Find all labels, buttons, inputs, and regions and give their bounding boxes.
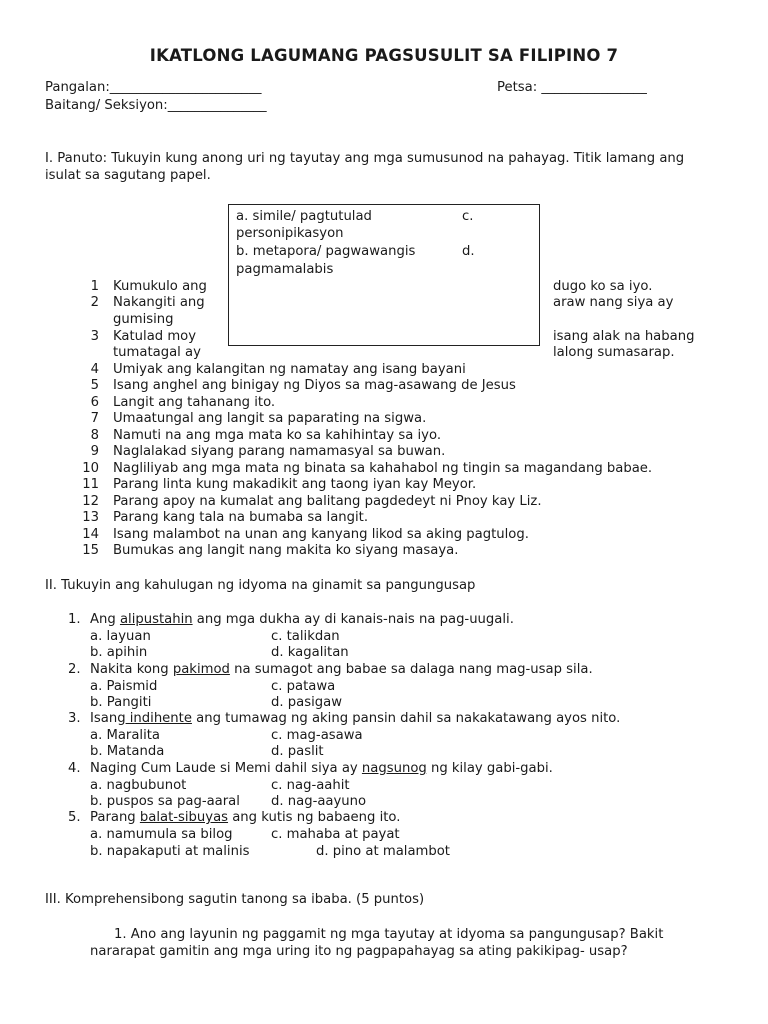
- text: Parang apoy na kumalat ang balitang pagdedeyt ni Pnoy kay Liz.: [113, 494, 542, 509]
- text: b. napakaputi at malinis: [90, 844, 250, 859]
- text: Isang anghel ang binigay ng Diyos sa mag-asawang de Jesus: [113, 378, 516, 393]
- text: na sumagot ang babae sa dalaga nang mag-usap sila.: [229, 662, 593, 677]
- text: 7: [90, 411, 99, 426]
- text: tumatagal ay: [113, 345, 201, 360]
- text: d. nag-aayuno: [271, 794, 367, 809]
- text: ang mga dukha ay di kanais-nais na pag-uugali.: [192, 612, 514, 627]
- text: Bumukas ang langit nang makita ko siyang masaya.: [113, 543, 459, 558]
- text: Kumukulo ang: [113, 279, 207, 294]
- text: isang alak na habang: [553, 329, 695, 344]
- text: Isang malambot na unan ang kanyang likod sa aking pagtulog.: [113, 527, 529, 542]
- text: 9: [90, 444, 99, 459]
- choice-d-prefix: d.: [462, 244, 475, 259]
- text: a. Maralita: [90, 728, 161, 743]
- text: Naglalakad siyang parang namamasyal sa buwan.: [113, 444, 446, 459]
- choice-d-word: pagmamalabis: [236, 262, 334, 277]
- page-title: IKATLONG LAGUMANG PAGSUSULIT SA FILIPINO 7: [149, 46, 619, 65]
- idiom-term: nagsunog: [361, 761, 427, 776]
- text: Langit ang tahanang ito.: [113, 395, 276, 410]
- text: 8: [90, 428, 99, 443]
- text: c. talikdan: [271, 629, 340, 644]
- text: c. mag-asawa: [271, 728, 363, 743]
- text: 14: [82, 527, 99, 542]
- text: Nakangiti ang: [113, 295, 205, 310]
- text: a. Paismid: [90, 679, 158, 694]
- idiom-term: balat-sibuyas: [139, 810, 229, 825]
- choice-c-prefix: c.: [462, 209, 474, 224]
- text: Naging Cum Laude si Memi dahil siya ay: [90, 761, 362, 776]
- text: 13: [82, 510, 99, 525]
- choices-box: [228, 204, 540, 346]
- text: ang kutis ng babaeng ito.: [228, 810, 401, 825]
- section-field[interactable]: Baitang/ Seksiyon:_______________: [45, 98, 267, 113]
- choice-a: a. simile/ pagtutulad: [236, 209, 372, 224]
- text: 10: [82, 461, 99, 476]
- text: araw nang siya ay: [553, 295, 674, 310]
- text: d. pino at malambot: [316, 844, 450, 859]
- text: 11: [82, 477, 99, 492]
- choice-b: b. metapora/ pagwawangis: [236, 244, 416, 259]
- choice-c-word: personipikasyon: [236, 226, 344, 241]
- text: 12: [82, 494, 99, 509]
- text: b. apihin: [90, 645, 148, 660]
- part2-instruction: II. Tukuyin ang kahulugan ng idyoma na ginamit sa pangungusap: [45, 578, 476, 593]
- idiom-term: indihente: [125, 711, 192, 726]
- text: 3.: [68, 711, 81, 726]
- text: 2.: [68, 662, 81, 677]
- text: 1.: [68, 612, 81, 627]
- text: 6: [90, 395, 99, 410]
- text: Ang: [90, 612, 120, 627]
- text: 5: [90, 378, 99, 393]
- text: Namuti na ang mga mata ko sa kahihintay sa iyo.: [113, 428, 442, 443]
- text: Nakita kong: [90, 662, 173, 677]
- text: a. nagbubunot: [90, 778, 187, 793]
- text: Parang kang tala na bumaba sa langit.: [113, 510, 369, 525]
- text: ng kilay gabi-gabi.: [426, 761, 553, 776]
- text: b. Matanda: [90, 744, 165, 759]
- text: b. Pangiti: [90, 695, 152, 710]
- part3-instruction: III. Komprehensibong sagutin tanong sa ibaba. (5 puntos): [45, 892, 425, 907]
- text: 5.: [68, 810, 81, 825]
- text: ang tumawag ng aking pansin dahil sa nakakatawang ayos nito.: [191, 711, 621, 726]
- text: Isang: [90, 711, 126, 726]
- text: a. layuan: [90, 629, 151, 644]
- text: dugo ko sa iyo.: [553, 279, 653, 294]
- idiom-term: pakimod: [172, 662, 230, 677]
- essay-question-line2: nararapat gamitin ang mga uring ito ng pagpapahayag sa ating pakikipag- usap?: [90, 944, 628, 959]
- text: 4.: [68, 761, 81, 776]
- essay-question-line1: 1. Ano ang layunin ng paggamit ng mga tayutay at idyoma sa pangungusap? Bakit: [114, 927, 664, 942]
- text: Umiyak ang kalangitan ng namatay ang isang bayani: [113, 362, 466, 377]
- text: 2: [90, 295, 99, 310]
- text: d. pasigaw: [271, 695, 342, 710]
- text: 4: [90, 362, 99, 377]
- text: a. namumula sa bilog: [90, 827, 233, 842]
- text: Katulad moy: [113, 329, 197, 344]
- text: Parang linta kung makadikit ang taong iyan kay Meyor.: [113, 477, 477, 492]
- part1-instruction-line1: I. Panuto: Tukuyin kung anong uri ng tayutay ang mga sumusunod na pahayag. Titik lamang ang: [45, 151, 685, 166]
- part1-instruction-line2: isulat sa sagutang papel.: [45, 168, 211, 183]
- text: Nagliliyab ang mga mata ng binata sa kahahabol ng tingin sa magandang babae.: [113, 461, 653, 476]
- text: c. patawa: [271, 679, 336, 694]
- text: b. puspos sa pag-aaral: [90, 794, 240, 809]
- text: lalong sumasarap.: [553, 345, 675, 360]
- text: c. nag-aahit: [271, 778, 350, 793]
- date-field[interactable]: Petsa: ________________: [497, 80, 647, 95]
- text: d. kagalitan: [271, 645, 349, 660]
- text: 15: [82, 543, 99, 558]
- name-field[interactable]: Pangalan:_______________________: [45, 80, 262, 95]
- text: Umaatungal ang langit sa paparating na sigwa.: [113, 411, 427, 426]
- text: 3: [90, 329, 99, 344]
- text: 1: [90, 279, 99, 294]
- idiom-term: alipustahin: [119, 612, 193, 627]
- text: c. mahaba at payat: [271, 827, 400, 842]
- text: Parang: [90, 810, 140, 825]
- text: d. paslit: [271, 744, 324, 759]
- text: gumising: [113, 312, 174, 327]
